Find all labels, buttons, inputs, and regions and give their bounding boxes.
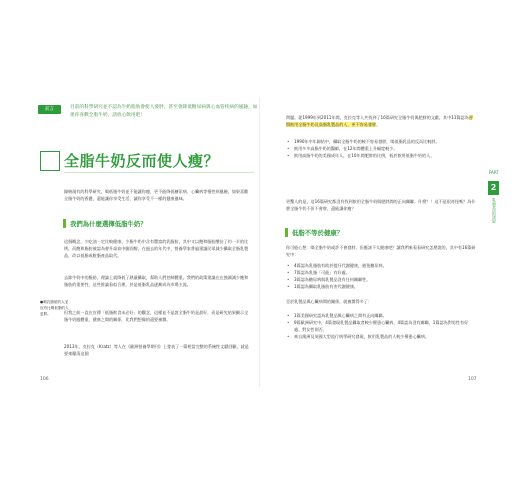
section-heading-2: 低脂不等於健康？ <box>292 229 344 237</box>
body-paragraph-3: 去除牛奶中的脂肪，理論上就降低了熱量攝取，幫助人們控制體重。我們的政策建議在在強調減少飽和脂肪的重要性，這些推論看似合理，於是低脂乳品逐漸成為市場主流。 <box>64 275 249 287</box>
title-divider <box>64 172 254 173</box>
right-paragraph-1-end: 。 <box>376 122 381 127</box>
list-item: • 9篇歐洲研究中，4篇發現乳製品攝取者較少罹患心臟病，4篇認為沒有關聯，1篇認為對男性有好處、對女性則否。 <box>286 319 476 333</box>
list-item: • 4篇認為乳脂肪有助於提升代謝健康，避免糖尿病。 <box>286 262 476 269</box>
body-paragraph-5: 2013年，克拉克（Kratz）等人在《歐洲營養學期刊》上發表了一篇相當完整的系統性文獻回顧，就是要來釐清這個 <box>64 344 249 356</box>
right-paragraph-1-text: 問題。從1999年到2011年間，克拉克等人共找到了16篇研究全脂牛奶與肥胖的文獻，其中11篇認為 <box>286 115 469 120</box>
highlight-text: 習慣飲用全脂牛奶及高脂乳製品的人，更不容易發胖 <box>286 115 473 127</box>
chapter-box <box>40 151 60 171</box>
side-tab-label: 乳製品的迷思 <box>492 198 497 224</box>
side-tab-part: PART <box>489 170 499 175</box>
right-paragraph-3: 你可能心想：喝全脂牛奶或許不會發胖，但應該不太健康吧？讓我們來看看研究怎麼說的，其中有16篇研究中： <box>286 245 476 257</box>
page-number-right: 107 <box>468 377 477 382</box>
intro-badge: 前言 <box>38 105 61 114</box>
body-paragraph-2: 這個概念，少吃油一定比較健康、少脂牛奶中含有豐富的乳脂肪，其中又以飽和脂肪酸佔了約一半的比例，而飽和脂肪被認為會升高血中膽固醇，在過去的年代中，營養學家普遍建議民眾減少攝取全脂乳製品，改以低脂或脫脂產品取代。 <box>64 239 249 258</box>
bullet-list-2 <box>286 262 476 290</box>
heading-bar <box>63 219 66 228</box>
list-item: • 3篇認為糖尿病與乳製品沒有任何關聯性。 <box>286 276 476 283</box>
list-item: • 1990年中年歸結中，攝取全脂牛奶的較不容易發胖，喝低脂乳品的反而比較胖。 <box>286 138 476 145</box>
list-item: • 飲用多多高脂牛奶的醫師，在12年間體重上升幅度較少。 <box>286 145 476 152</box>
side-note <box>40 300 70 317</box>
page-number-left: 106 <box>40 377 49 382</box>
right-paragraph-1 <box>286 114 476 128</box>
body-paragraph-1: 歸納現有的科學研究，喝低脂牛奶並不能讓你瘦，更不能降低糖尿病、心臟病等慢性病風險。如果喜歡全脂牛奶的香濃，還能讓你享受生活、讓你享受不一樣的健康風味。 <box>64 189 249 201</box>
side-note-text: ●喝乳脂肪的人並沒有比喝低脂的人更胖。 <box>40 300 69 316</box>
bullet-list-1 <box>286 138 476 159</box>
body-paragraph-4: 但我之前一直在宣傳「低脂飲食未必好」的觀念，這樣並不是說全脂牛奶是最好，而是研究結果顯示全脂牛奶跟體重、健康之間的關係，比我們想像的還要複雜。 <box>64 310 249 322</box>
right-paragraph-4: 至於乳製品與心臟病間的關係，就複雜得多了： <box>286 299 372 304</box>
book-spine <box>259 97 260 387</box>
list-item: • 1篇美國研究認為乳製品與心臟病之間有正向關聯。 <box>286 312 476 319</box>
intro-text: 目前的科學研究並不認為牛奶脂肪會使人發胖，甚至會降低糖尿病與心血管疾病的風險，如果你喜歡全脂牛奶，請放心飲用吧！ <box>70 105 258 118</box>
list-item: • 1篇認為攝取乳脂肪有害代謝健康。 <box>286 283 476 290</box>
section-heading-1: 我們為什麼選擇低脂牛奶？ <box>70 220 147 228</box>
right-paragraph-2: 更驚人的是，這16篇研究都沒有找到飲用全脂牛奶與肥胖間的正向關聯。什麼？！這不是很奇怪嗎？為什麼全脂牛奶不但不會胖，還能讓你瘦？ <box>286 199 476 211</box>
heading-bar <box>285 228 288 237</box>
list-item: • 來自澳洲及英國大型流行病學研究發現，飲用乳製品的人較少罹患心臟病。 <box>286 333 476 340</box>
bullet-list-3 <box>286 312 476 340</box>
side-tab-number: 2 <box>488 181 499 195</box>
page-title: 全脂牛奶反而使人瘦？ <box>64 152 220 170</box>
list-item: • 7篇認為乳脂「可能」有好處。 <box>286 269 476 276</box>
list-item: • 飲用高脂牛奶的美國成年人，在10年間肥胖的比例，低於飲用低脂牛奶的人。 <box>286 152 476 159</box>
